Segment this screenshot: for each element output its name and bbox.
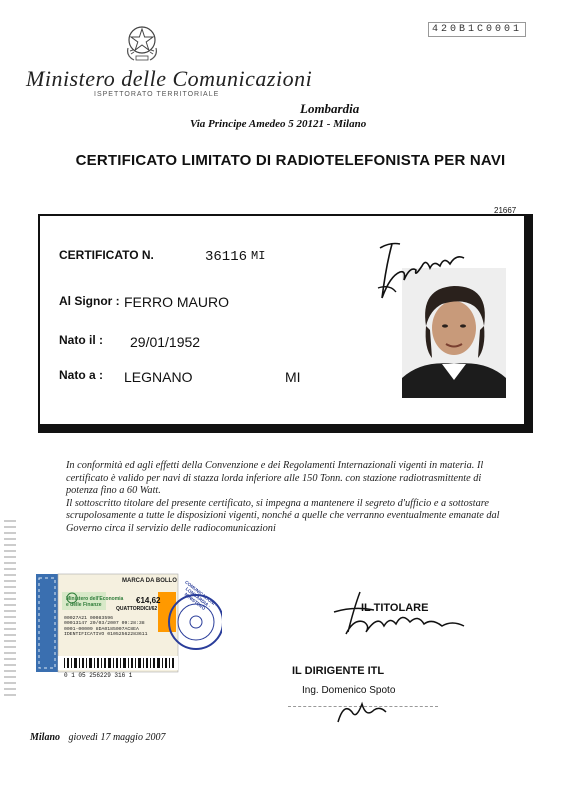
certificate-suffix: MI	[251, 249, 266, 263]
legal-paragraph-1: In conformità ed agli effetti della Convenzione e dei Regolamenti Internazionali vigenti in materia. Il certificato è valido per navi di stazza lorda inferiore alle 150 Tonn. con stazione radiotrasmittente di potenza fino a 60 Watt.	[66, 460, 484, 496]
birth-place: LEGNANO	[124, 369, 193, 385]
recipient-label: Al Signor :	[59, 294, 120, 308]
director-signature	[330, 692, 390, 728]
barcode-digits: 0 1 05 256229 316 1	[64, 672, 133, 679]
engineer-name: Ing. Domenico Spoto	[302, 685, 396, 696]
stamp-codes	[64, 616, 174, 638]
side-print-strip	[4, 520, 16, 700]
stamp-code: 0001-00009	[64, 626, 93, 632]
inspectorate-label: ISPETTORATO TERRITORIALE	[94, 91, 220, 98]
official-seal-text: COMUNICAZIONI · LOMBARDIA · MINISTERO	[183, 579, 219, 612]
stamp-code: 00013147	[64, 621, 88, 627]
stamp-amount-words: QUATTORDICI/62	[116, 606, 158, 612]
region-name: Lombardia	[300, 101, 360, 116]
issue-place: Milano	[30, 732, 61, 743]
revenue-stamp-area	[36, 570, 222, 682]
stamp-ministry-line-2: e delle Finanze	[66, 602, 102, 608]
stamp-ministry	[66, 596, 123, 608]
office-address: Via Principe Amedeo 5 20121 - Milano	[190, 118, 367, 130]
birth-date: 29/01/1952	[130, 334, 201, 350]
document-title: CERTIFICATO LIMITATO DI RADIOTELEFONISTA PER NAVI	[75, 152, 506, 169]
holder-label: IL TITOLARE	[361, 602, 429, 614]
stamp-code: 01052562283611	[107, 632, 148, 638]
stamp-code: 00027A21	[64, 616, 88, 621]
recipient-name: FERRO MAURO	[124, 294, 229, 310]
serial-code: 420B1C0001	[428, 22, 526, 37]
birth-place-label: Nato a :	[59, 368, 104, 382]
stamp-code: IDENTIFICATIVO	[64, 632, 105, 638]
ministry-name: Ministero delle Comunicazioni	[26, 66, 313, 91]
stamp-amount: €14,62	[136, 596, 161, 605]
certificate-number: 36116	[205, 249, 248, 265]
legal-text	[66, 460, 506, 535]
holder-signature-on-photo	[370, 236, 470, 316]
stamp-code: 8DA0185007AC8EA	[95, 626, 139, 632]
stamp-code: 20/03/2007 09:28:38	[89, 621, 145, 627]
document-number-small: 21667	[494, 206, 517, 215]
stamp-code: 00083596	[89, 616, 113, 621]
issue-place-date	[30, 732, 165, 743]
certificate-number-label: CERTIFICATO N.	[59, 248, 154, 262]
birth-province: MI	[285, 369, 301, 385]
stamp-ministry-line-1: Ministero dell'Economia	[66, 596, 124, 602]
marca-bollo-label: MARCA DA BOLLO	[122, 578, 177, 584]
birth-date-label: Nato il :	[59, 333, 103, 347]
legal-paragraph-2: Il sottoscritto titolare del presente certificato, si impegna a mantenere il segreto d'ufficio e a sottostare scrupolosamente a tutte le disposizioni vigenti, nonché a quelle che verranno eventualmente emanate dal Governo circa il servizio delle radiocomunicazioni	[66, 497, 500, 534]
holder-signature	[324, 588, 474, 640]
director-label: IL DIRIGENTE ITL	[292, 665, 385, 677]
issue-date: giovedì 17 maggio 2007	[68, 732, 166, 743]
republic-emblem-icon	[122, 20, 162, 64]
